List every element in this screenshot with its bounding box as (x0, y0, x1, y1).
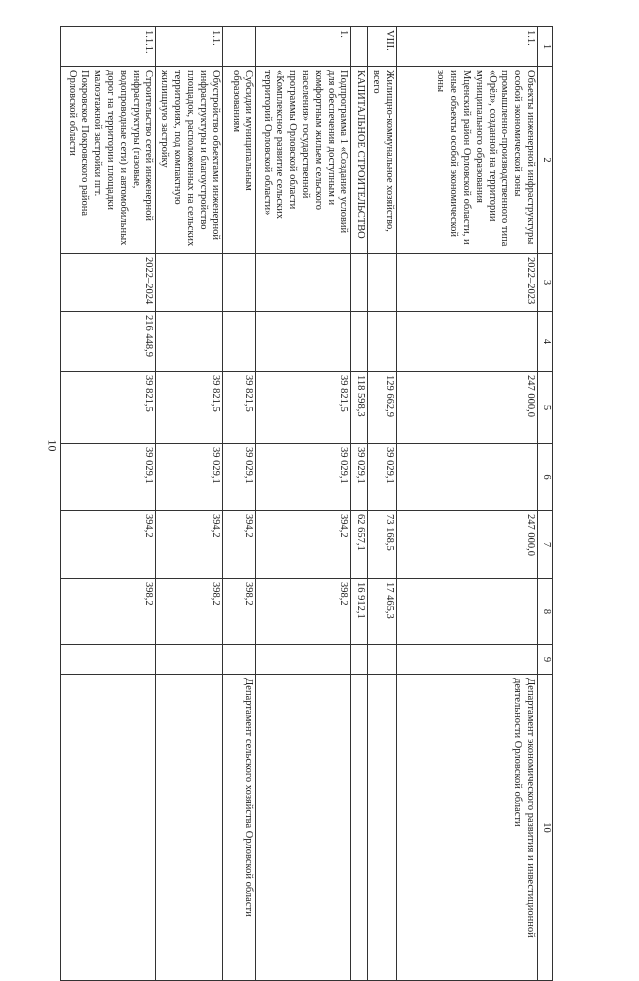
cell-value: 118 598,3 (351, 372, 368, 444)
cell-name: Подпрограмма 1 «Создание условий для обеспечения доступным и комфортным жильем сельского населения» государственной программы Орловской области «Комплексное развитие сельских территорий Орловской области» (256, 67, 351, 254)
cell-value: 394,2 (61, 511, 156, 579)
cell-name: Субсидии муниципальным образованиям (223, 67, 256, 254)
cell-value: 398,2 (256, 579, 351, 645)
cell-name: Объекты инженерной инфраструктуры особой экономической зоны промышленно-производственного типа «Орёл», созданной на территории муниципального образования Мценский район Орловской области, и иные объекты особой экономической зоны (397, 67, 538, 254)
table-row (256, 27, 351, 981)
cell-period: 2022–2024 (61, 254, 156, 312)
header-cell: 9 (538, 645, 553, 675)
cell-name: Обустройство объектами инженерной инфраструктуры и благоустройство площадок, расположенных на сельских территориях, под компактную жилищную застройку (156, 67, 223, 254)
cell-value: 39 821,5 (61, 372, 156, 444)
header-cell: 1 (538, 27, 553, 67)
header-cell: 8 (538, 579, 553, 645)
cell-executor (156, 675, 223, 981)
cell-value (351, 312, 368, 372)
table-row (223, 27, 256, 981)
table-row (368, 27, 397, 981)
cell-executor: Департамент экономического развития и инвестиционной деятельности Орловской области (397, 675, 538, 981)
cell-period (223, 254, 256, 312)
cell-value (368, 645, 397, 675)
cell-value (397, 579, 538, 645)
table-header-row (538, 27, 553, 981)
cell-value: 129 662,9 (368, 372, 397, 444)
cell-value: 39 029,1 (223, 444, 256, 511)
cell-period (351, 254, 368, 312)
header-cell: 5 (538, 372, 553, 444)
cell-value: 39 821,5 (256, 372, 351, 444)
table-row (61, 27, 156, 981)
cell-name: Жилищно-коммунальное хозяйство, всего (368, 67, 397, 254)
cell-executor (61, 675, 156, 981)
cell-value: 39 029,1 (156, 444, 223, 511)
budget-table (60, 26, 553, 981)
header-cell: 3 (538, 254, 553, 312)
cell-period (368, 254, 397, 312)
table-row (351, 27, 368, 981)
header-cell: 2 (538, 67, 553, 254)
cell-value: 39 821,5 (156, 372, 223, 444)
cell-value (397, 444, 538, 511)
cell-value (256, 312, 351, 372)
cell-value (368, 312, 397, 372)
cell-value: 39 821,5 (223, 372, 256, 444)
cell-value: 16 912,1 (351, 579, 368, 645)
cell-period (156, 254, 223, 312)
cell-value: 394,2 (156, 511, 223, 579)
cell-value (256, 645, 351, 675)
cell-value (397, 645, 538, 675)
cell-name: КАПИТАЛЬНОЕ СТРОИТЕЛЬСТВО (351, 67, 368, 254)
cell-value: 398,2 (156, 579, 223, 645)
cell-number: 1. (256, 27, 351, 67)
cell-number: 1.1. (156, 27, 223, 67)
cell-value: 39 029,1 (61, 444, 156, 511)
cell-period (256, 254, 351, 312)
cell-executor (351, 675, 368, 981)
header-cell: 7 (538, 511, 553, 579)
table-row (156, 27, 223, 981)
cell-value (351, 645, 368, 675)
cell-value (156, 645, 223, 675)
cell-value: 39 029,1 (256, 444, 351, 511)
cell-number: 1.1.1. (61, 27, 156, 67)
header-cell: 4 (538, 312, 553, 372)
cell-value (223, 312, 256, 372)
cell-value (397, 312, 538, 372)
header-cell: 10 (538, 675, 553, 981)
cell-value: 39 029,1 (351, 444, 368, 511)
cell-name: Строительство сетей инженерной инфраструктуры (газовые, водопроводные сети) и автомобильных дорог на территории площадки малоэтажной застройки пгт. Покровское Покровского района Орловской области (61, 67, 156, 254)
cell-value: 39 029,1 (368, 444, 397, 511)
cell-value: 62 657,1 (351, 511, 368, 579)
cell-value: 394,2 (256, 511, 351, 579)
cell-value: 17 465,3 (368, 579, 397, 645)
header-cell: 6 (538, 444, 553, 511)
cell-value: 394,2 (223, 511, 256, 579)
cell-number: VIII. (368, 27, 397, 67)
cell-period: 2022–2023 (397, 254, 538, 312)
cell-executor (256, 675, 351, 981)
cell-number (223, 27, 256, 67)
cell-executor (368, 675, 397, 981)
cell-number: 1.1. (397, 27, 538, 67)
cell-value: 247 000,0 (397, 372, 538, 444)
cell-value: 73 168,5 (368, 511, 397, 579)
table-row (397, 27, 538, 981)
cell-executor: Департамент сельского хозяйства Орловской области (223, 675, 256, 981)
cell-value: 398,2 (223, 579, 256, 645)
cell-value: 247 000,0 (397, 511, 538, 579)
page-number: 10 (45, 439, 60, 452)
cell-value: 216 448,9 (61, 312, 156, 372)
cell-value (223, 645, 256, 675)
cell-value: 398,2 (61, 579, 156, 645)
cell-value (156, 312, 223, 372)
cell-number (351, 27, 368, 67)
cell-value (61, 645, 156, 675)
